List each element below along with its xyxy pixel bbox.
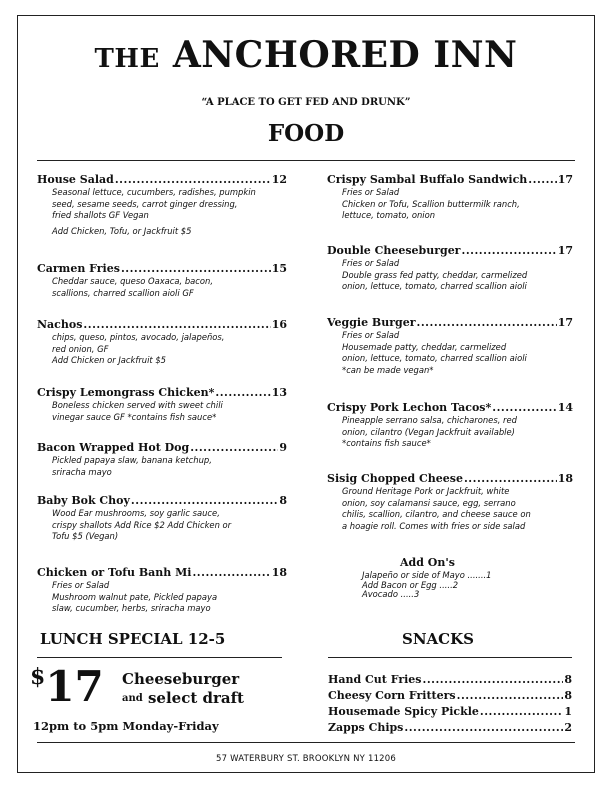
item-name: Crispy Sambal Buffalo Sandwich	[327, 173, 528, 186]
menu-item	[327, 173, 573, 222]
menu-item	[37, 173, 287, 237]
item-desc: onion, soy calamansi sauce, egg, serrano	[342, 497, 516, 508]
item-desc: *can be made vegan*	[342, 364, 434, 375]
item-desc: Pineapple serrano salsa, chicharones, red	[342, 415, 517, 425]
item-name: Bacon Wrapped Hot Dog	[37, 441, 190, 454]
price-amount: 17	[45, 662, 104, 711]
item-price: 14	[557, 401, 573, 414]
item-desc: slaw, cucumber, herbs, sriracha mayo	[52, 603, 211, 613]
item-price: 9	[279, 441, 287, 454]
item-price: 18	[557, 472, 573, 485]
addon-item: Jalapeño or side of Mayo .......1	[362, 570, 492, 580]
tagline: “A PLACE TO GET FED AND DRUNK”	[201, 97, 411, 108]
menu-item	[327, 316, 573, 376]
snack-price: 1	[564, 705, 572, 718]
item-desc: Cheddar sauce, queso Oaxaca, bacon,	[52, 276, 214, 286]
item-desc: Mushroom walnut pate, Pickled papaya	[52, 591, 218, 602]
snack-name: Zapps Chips	[328, 721, 404, 734]
item-desc: lettuce, tomato, onion	[342, 210, 436, 220]
item-price: 16	[271, 318, 287, 331]
item-desc: onion, lettuce, tomato, charred scallion aioli	[342, 281, 527, 291]
item-desc: seed, sesame seeds, carrot ginger dressing,	[52, 198, 238, 209]
snack-name: Housemade Spicy Pickle	[328, 705, 479, 718]
item-name: Crispy Lemongrass Chicken*	[37, 386, 215, 399]
item-desc: red onion, GF	[52, 343, 109, 354]
title-the: THE	[94, 44, 160, 74]
item-price: 8	[279, 494, 287, 507]
item-desc: a hoagie roll. Comes with fries or side salad	[342, 520, 526, 531]
lunch-special-description	[122, 670, 244, 708]
lunch-special-heading: LUNCH SPECIAL 12-5	[40, 630, 226, 648]
special-line-2: select draft	[147, 689, 244, 707]
lunch-special-hours: 12pm to 5pm Monday-Friday	[33, 719, 219, 733]
item-desc: Chicken or Tofu, Scallion buttermilk ranch,	[342, 198, 520, 209]
item-name: Sisig Chopped Cheese	[327, 472, 463, 485]
item-desc: onion, cilantro (Vegan Jackfruit available)	[342, 426, 515, 437]
item-desc: sriracha mayo	[52, 466, 112, 477]
addons-list	[362, 571, 491, 600]
item-desc: Seasonal lettuce, cucumbers, radishes, pumpkin	[52, 187, 256, 197]
item-desc: onion, lettuce, tomato, charred scallion aioli	[342, 353, 527, 363]
restaurant-title	[0, 34, 612, 76]
item-price: 17	[557, 316, 573, 329]
snack-item	[328, 721, 572, 734]
item-name: House Salad	[37, 173, 114, 186]
item-price: 13	[271, 386, 287, 399]
menu-item	[327, 472, 573, 532]
bottom-divider	[37, 742, 575, 743]
addons-heading: Add On's	[400, 556, 455, 569]
addon-item: Avocado .....3	[362, 589, 420, 599]
menu-item	[37, 318, 287, 367]
item-name: Carmen Fries	[37, 262, 120, 275]
snacks-divider	[328, 657, 572, 658]
addon-item: Add Bacon or Egg .....2	[362, 579, 459, 590]
item-name: Crispy Pork Lechon Tacos*	[327, 401, 492, 414]
food-heading: FOOD	[267, 120, 345, 147]
item-name: Baby Bok Choy	[37, 494, 130, 507]
snack-price: 2	[564, 721, 572, 734]
lunch-divider	[37, 657, 282, 658]
item-desc: Fries or Salad	[52, 580, 110, 590]
item-desc: Housemade patty, cheddar, carmelized	[342, 341, 507, 352]
item-desc: *contains fish sauce*	[342, 438, 431, 448]
item-desc: Wood Ear mushrooms, soy garlic sauce,	[52, 508, 220, 518]
menu-item	[327, 401, 573, 450]
item-name: Chicken or Tofu Banh Mi	[37, 566, 192, 579]
item-desc: vinegar sauce GF *contains fish sauce*	[52, 411, 217, 422]
title-name: ANCHORED INN	[172, 34, 518, 76]
item-price: 18	[271, 566, 287, 579]
item-desc: Double grass fed patty, cheddar, carmelized	[342, 269, 528, 280]
item-desc: Ground Heritage Pork or Jackfruit, white	[342, 486, 510, 496]
snack-item	[328, 705, 572, 718]
snack-name: Cheesy Corn Fritters	[328, 689, 456, 702]
snack-item	[328, 689, 572, 702]
item-desc: Add Chicken, Tofu, or Jackfruit $5	[52, 225, 192, 236]
lunch-special-price	[30, 662, 104, 711]
top-divider	[37, 160, 575, 161]
menu-item	[37, 262, 287, 299]
menu-item	[37, 566, 287, 615]
snack-price: 8	[564, 673, 572, 686]
menu-item	[327, 244, 573, 293]
item-desc: chilis, scallion, cilantro, and cheese sauce on	[342, 509, 531, 519]
item-desc: Fries or Salad	[342, 258, 400, 268]
menu-item	[37, 441, 287, 478]
item-desc: Pickled papaya slaw, banana ketchup,	[52, 455, 212, 465]
item-desc: Tofu $5 (Vegan)	[52, 531, 119, 541]
item-desc: scallions, charred scallion aioli GF	[52, 287, 194, 298]
item-desc: Fries or Salad	[342, 330, 400, 340]
item-price: 17	[557, 173, 573, 186]
item-name: Double Cheeseburger	[327, 244, 461, 257]
item-desc: Add Chicken or Jackfruit $5	[52, 355, 166, 365]
address: 57 WATERBURY ST. BROOKLYN NY 11206	[215, 754, 397, 764]
item-name: Nachos	[37, 318, 83, 331]
item-name: Veggie Burger	[327, 316, 416, 329]
item-desc: Boneless chicken served with sweet chili	[52, 400, 223, 410]
item-price: 15	[271, 262, 287, 275]
snack-name: Hand Cut Fries	[328, 673, 422, 686]
snack-item	[328, 673, 572, 686]
menu-item	[37, 494, 287, 543]
item-price: 12	[271, 173, 287, 186]
snack-price: 8	[564, 689, 572, 702]
menu-item	[37, 386, 287, 423]
item-desc: Fries or Salad	[342, 187, 400, 197]
special-line-1: Cheeseburger	[122, 670, 240, 688]
item-desc: fried shallots GF Vegan	[52, 210, 149, 220]
item-price: 17	[557, 244, 573, 257]
currency-symbol: $	[30, 664, 46, 690]
item-desc: chips, queso, pintos, avocado, jalapeños,	[52, 332, 225, 342]
special-and: and	[122, 693, 143, 704]
snacks-heading: SNACKS	[402, 630, 474, 648]
item-desc: crispy shallots Add Rice $2 Add Chicken or	[52, 519, 232, 530]
